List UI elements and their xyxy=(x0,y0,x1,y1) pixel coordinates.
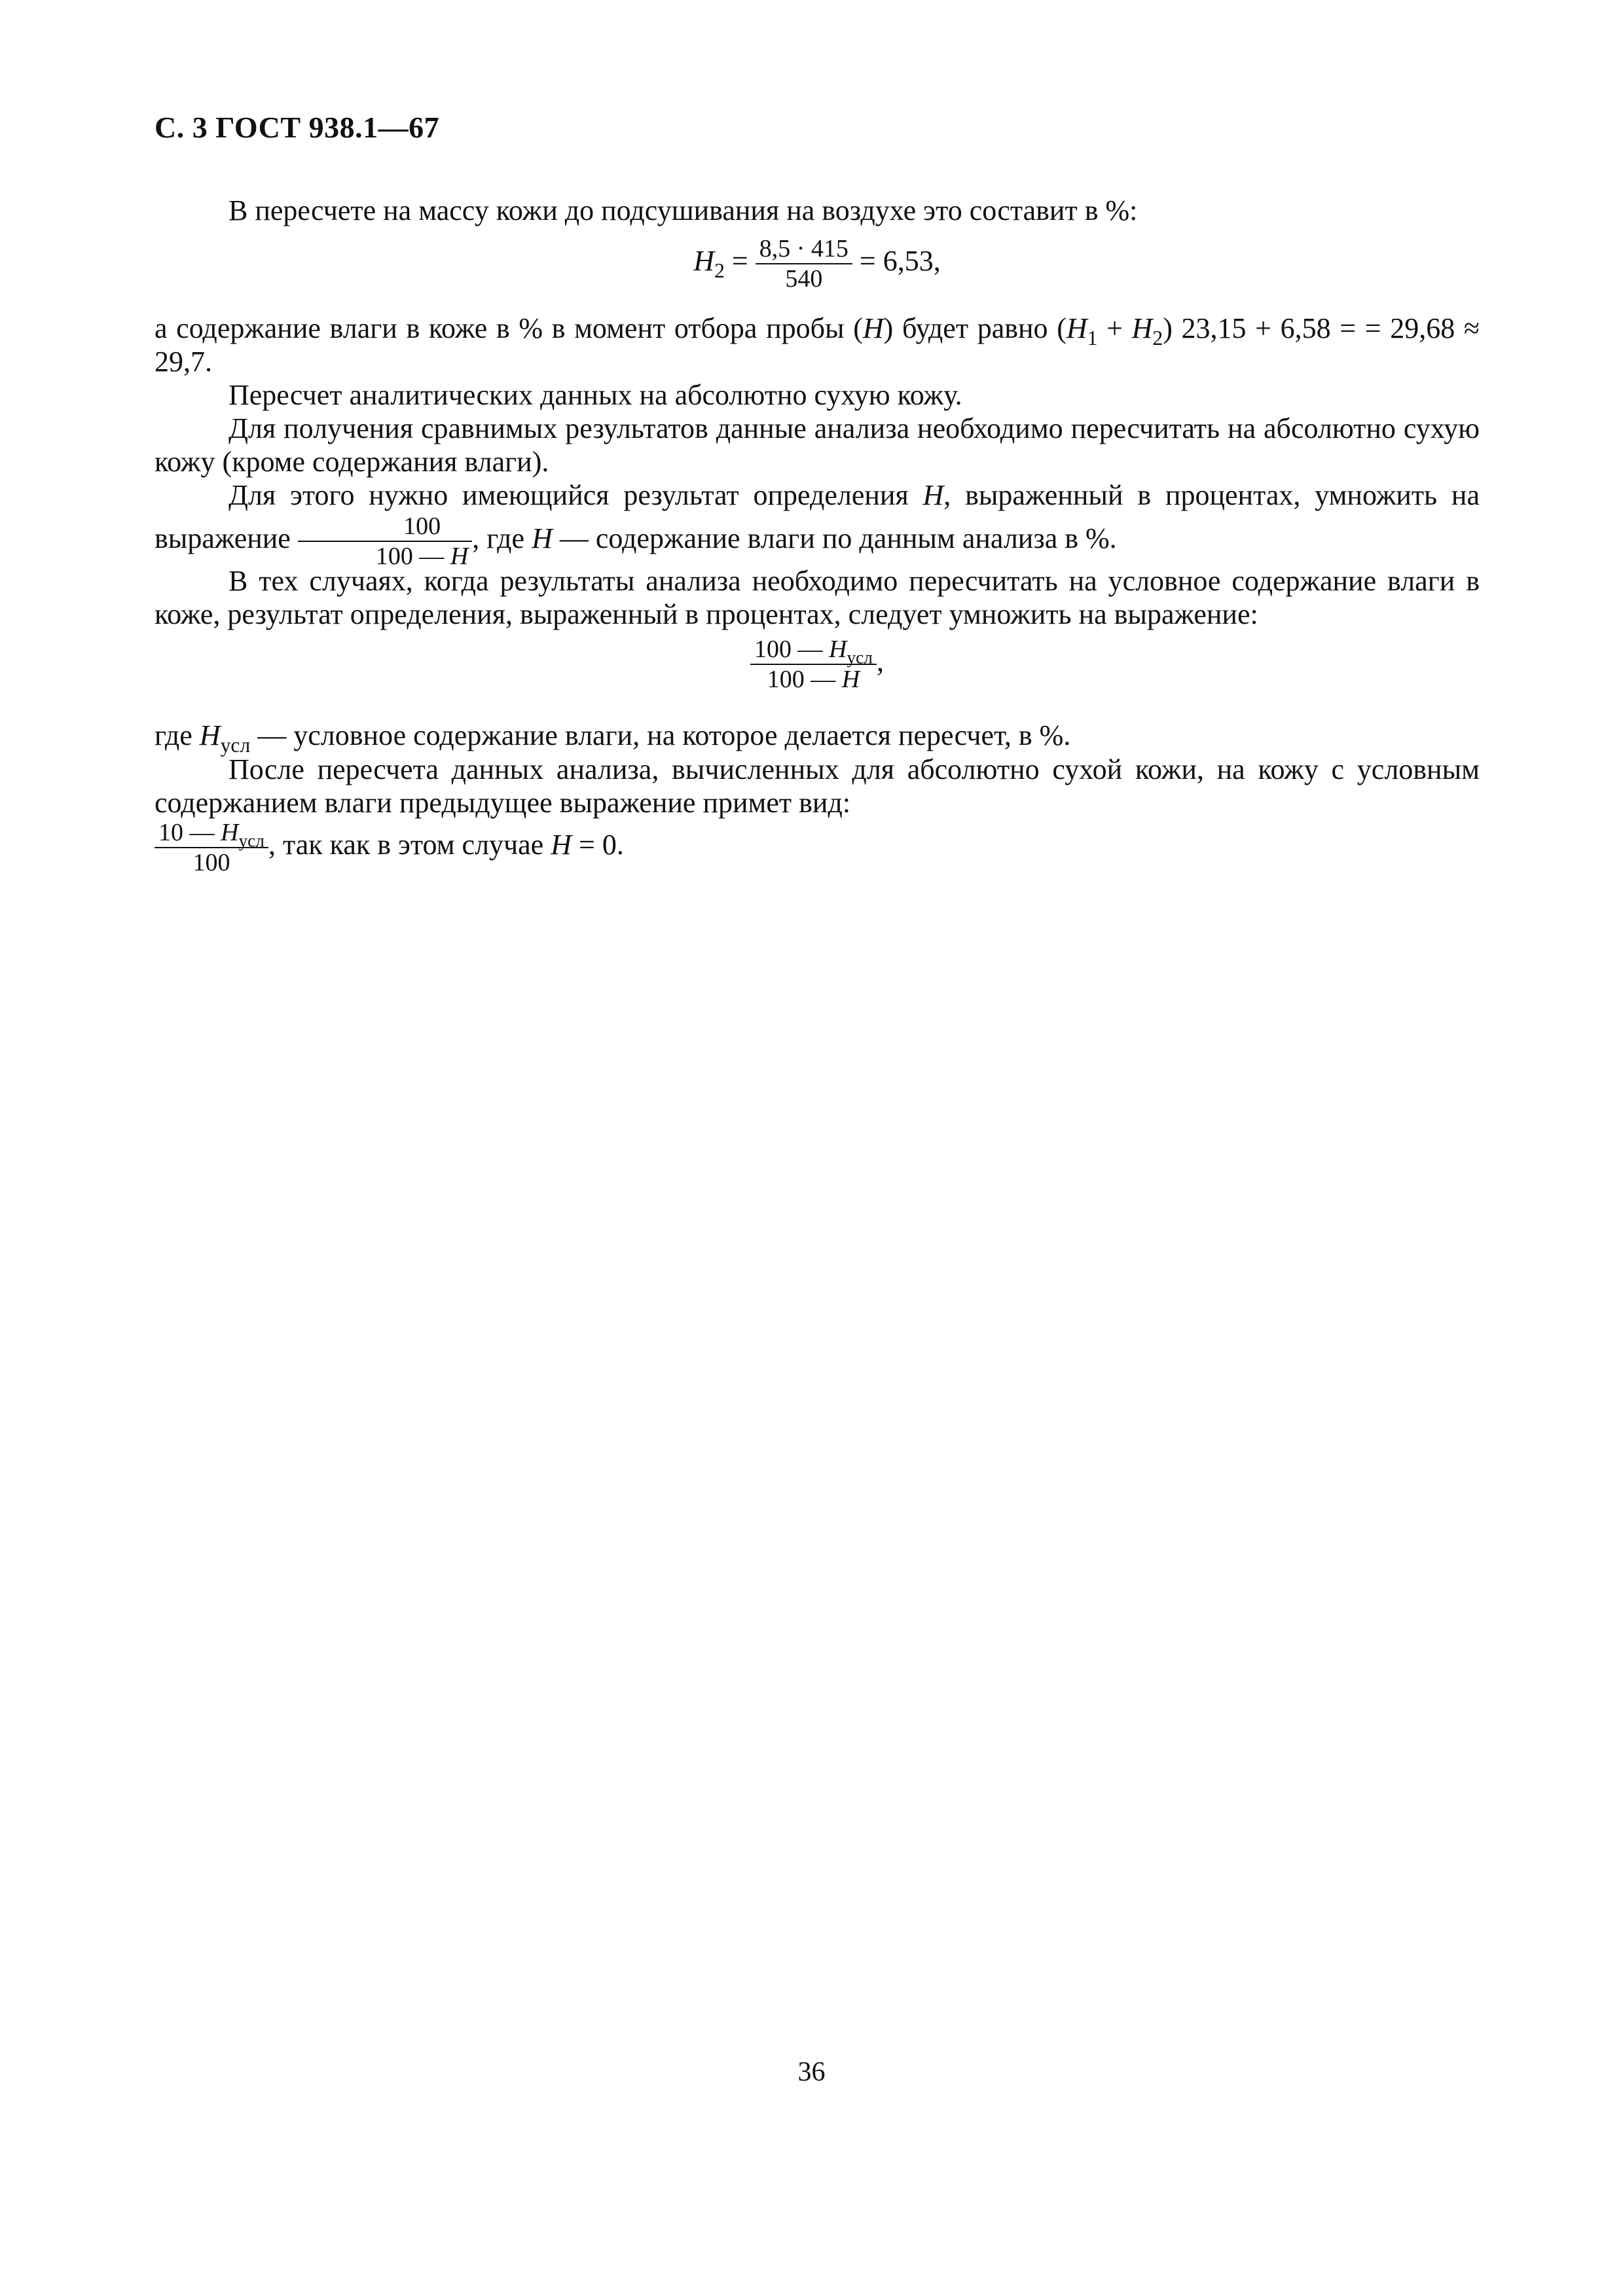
paragraph-dry-recalc-heading: Пересчет аналитических данных на абсолютно сухую кожу. xyxy=(228,379,962,411)
paragraph-recalc-mass: В пересчете на массу кожи до подсушивания на воздухе это составит в %: xyxy=(228,194,1138,226)
eq1-lhs-sub: 2 xyxy=(714,259,725,283)
paragraph-h-usl-definition: где $H_{усл}$ — условное содержание влаги, на которое делается пересчет, в %. xyxy=(155,719,1071,757)
paragraph-multiply-expression: Для этого нужно имеющийся результат определения H, выраженный в процентах, умножить на выражение $\frac{100}{100 — H}$ , где H — содержание влаги по данным анализа в %. xyxy=(155,479,1480,570)
eq1-fraction xyxy=(756,234,852,293)
equation-conditional: $\frac{100 — H_{усл}}{100 — H}$ , xyxy=(155,635,1480,694)
eq1-denominator: 540 xyxy=(785,265,823,293)
eq2-fraction: $\frac{100 — H_{усл}}{100 — H}$ xyxy=(750,635,877,694)
equation-h2 xyxy=(155,234,1480,293)
eq1-result: = 6,53, xyxy=(859,245,941,278)
equation-final: $\frac{10 — H_{усл}}{100}$ , так как в этом случае H = 0. xyxy=(155,818,1480,877)
paragraph-after-recalc: После пересчета данных анализа, вычисленных для абсолютно сухой кожи, на кожу с условным содержанием влаги предыдущее выражение примет вид: xyxy=(155,753,1480,819)
page-number: 36 xyxy=(797,2057,826,2087)
eq1-numerator: 8,5 · 415 xyxy=(756,234,852,264)
eq1-lhs: H xyxy=(693,245,715,278)
paragraph-comparable-results: Для получения сравнимых результатов данные анализа необходимо пересчитать на абсолютно сухую кожу (кроме содержания влаги). xyxy=(155,412,1480,478)
eq1-equals: = xyxy=(731,245,748,278)
paragraph-moisture-total: а содержание влаги в коже в % в момент отбора пробы (H) будет равно $(H_1 + H_2) 23,15 + 6,58$ = = 29,68 ≈ 29,7. xyxy=(155,312,1480,378)
page-header: С. 3 ГОСТ 938.1—67 xyxy=(155,111,440,144)
paragraph-conditional-moisture: В тех случаях, когда результаты анализа необходимо пересчитать на условное содержание влаги в коже, результат определения, выраженный в процентах, следует умножить на выражение: xyxy=(155,565,1480,630)
fraction-100-over-100-minus-h: $\frac{100}{100 — H}$ xyxy=(298,512,472,571)
eq3-fraction: $\frac{10 — H_{усл}}{100}$ xyxy=(155,818,268,877)
